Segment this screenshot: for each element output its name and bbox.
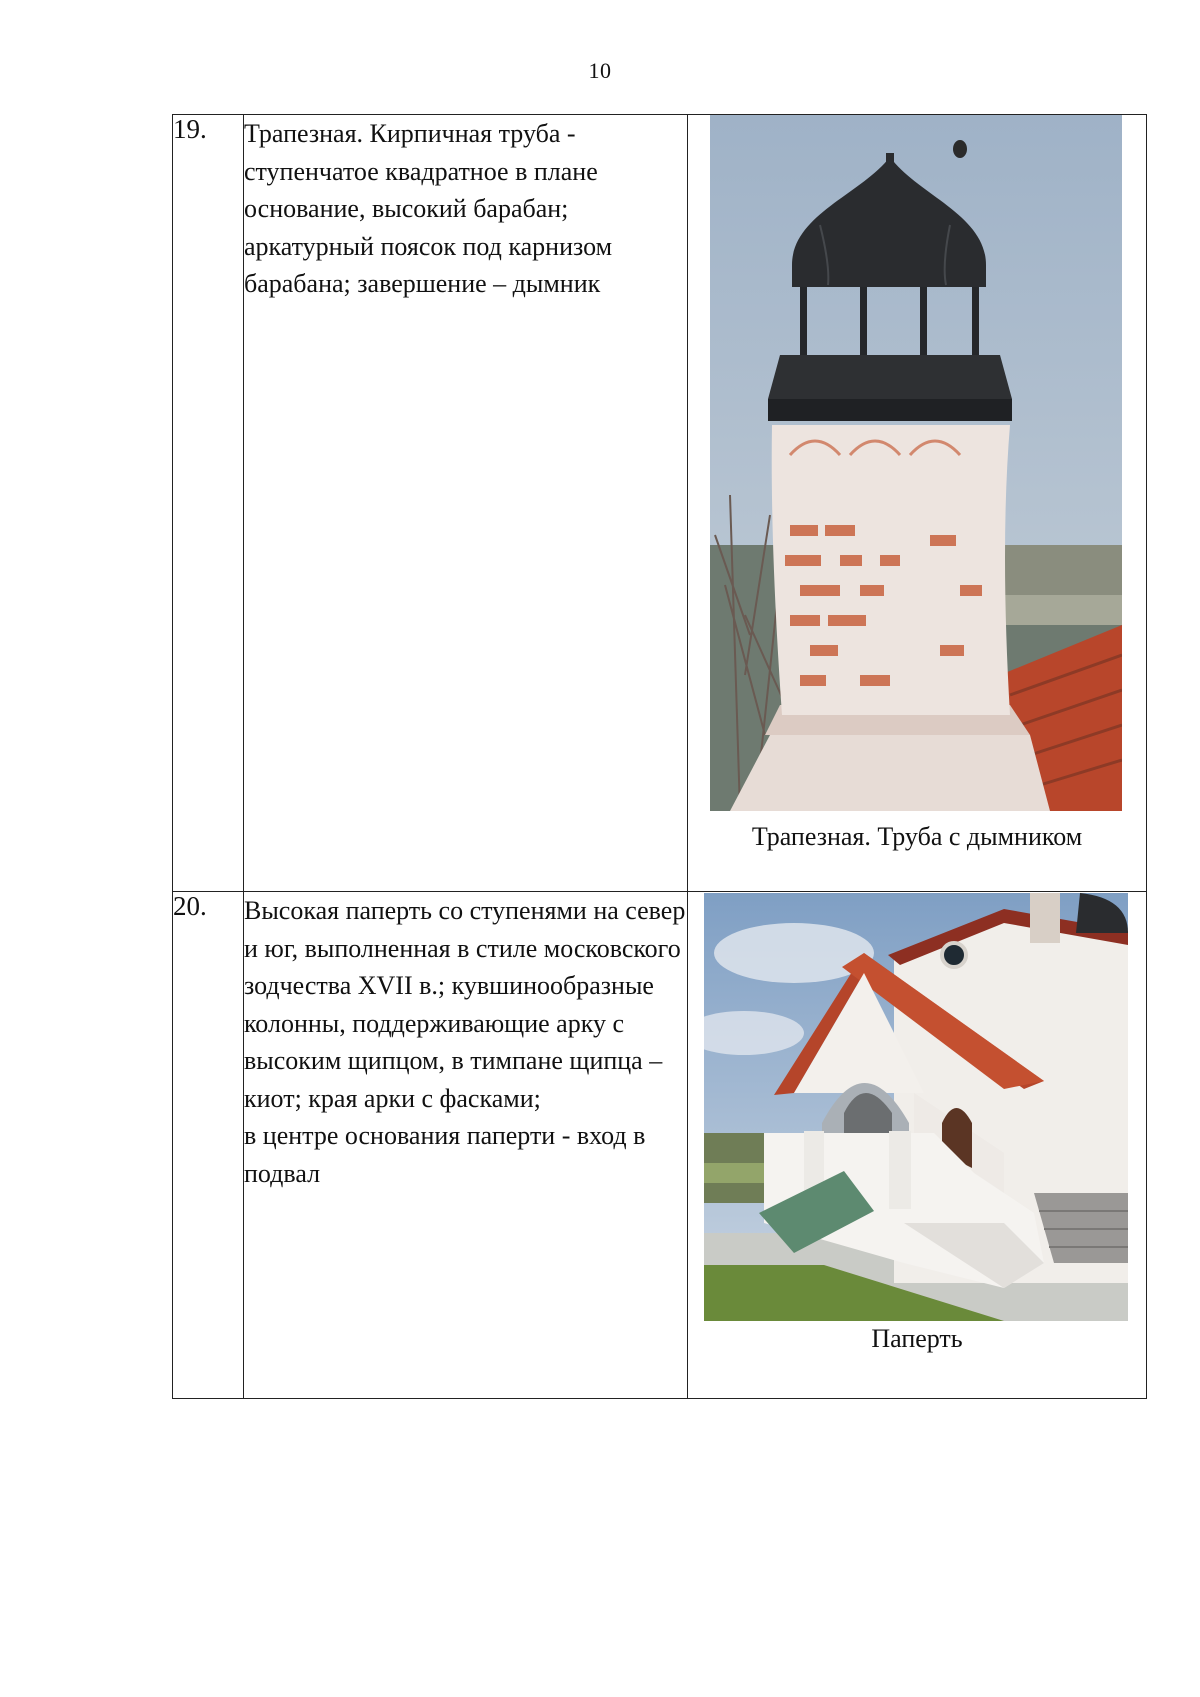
monument-table bbox=[172, 114, 1147, 1399]
photo-cell bbox=[688, 115, 1147, 892]
description-text: Высокая паперть со ступенями на север и юг, выполненная в стиле московского зодчества XVII в.; кувшинообразные колонны, поддерживающие арку с высоким щипцом, в тимпане щипца – киот; края арки с фасками; bbox=[244, 896, 686, 1113]
table-row bbox=[173, 115, 1147, 892]
row-number: 19. bbox=[173, 115, 244, 892]
description-text: в центре основания паперти - вход в подвал bbox=[244, 1121, 646, 1188]
photo-caption: Паперть bbox=[871, 1324, 963, 1353]
photo-caption: Трапезная. Труба с дымником bbox=[751, 822, 1083, 851]
row-description bbox=[244, 892, 688, 1399]
chimney-photo bbox=[710, 115, 1122, 811]
description-text: Трапезная. Кирпичная труба - ступенчатое квадратное в плане основание, высокий барабан; аркатурный поясок под карнизом барабана; завершение – дымник bbox=[244, 119, 613, 298]
table-row bbox=[173, 892, 1147, 1399]
row-number: 20. bbox=[173, 892, 244, 1399]
porch-photo bbox=[704, 893, 1128, 1321]
photo-cell bbox=[688, 892, 1147, 1399]
page-number: 10 bbox=[588, 58, 612, 83]
row-description bbox=[244, 115, 688, 892]
